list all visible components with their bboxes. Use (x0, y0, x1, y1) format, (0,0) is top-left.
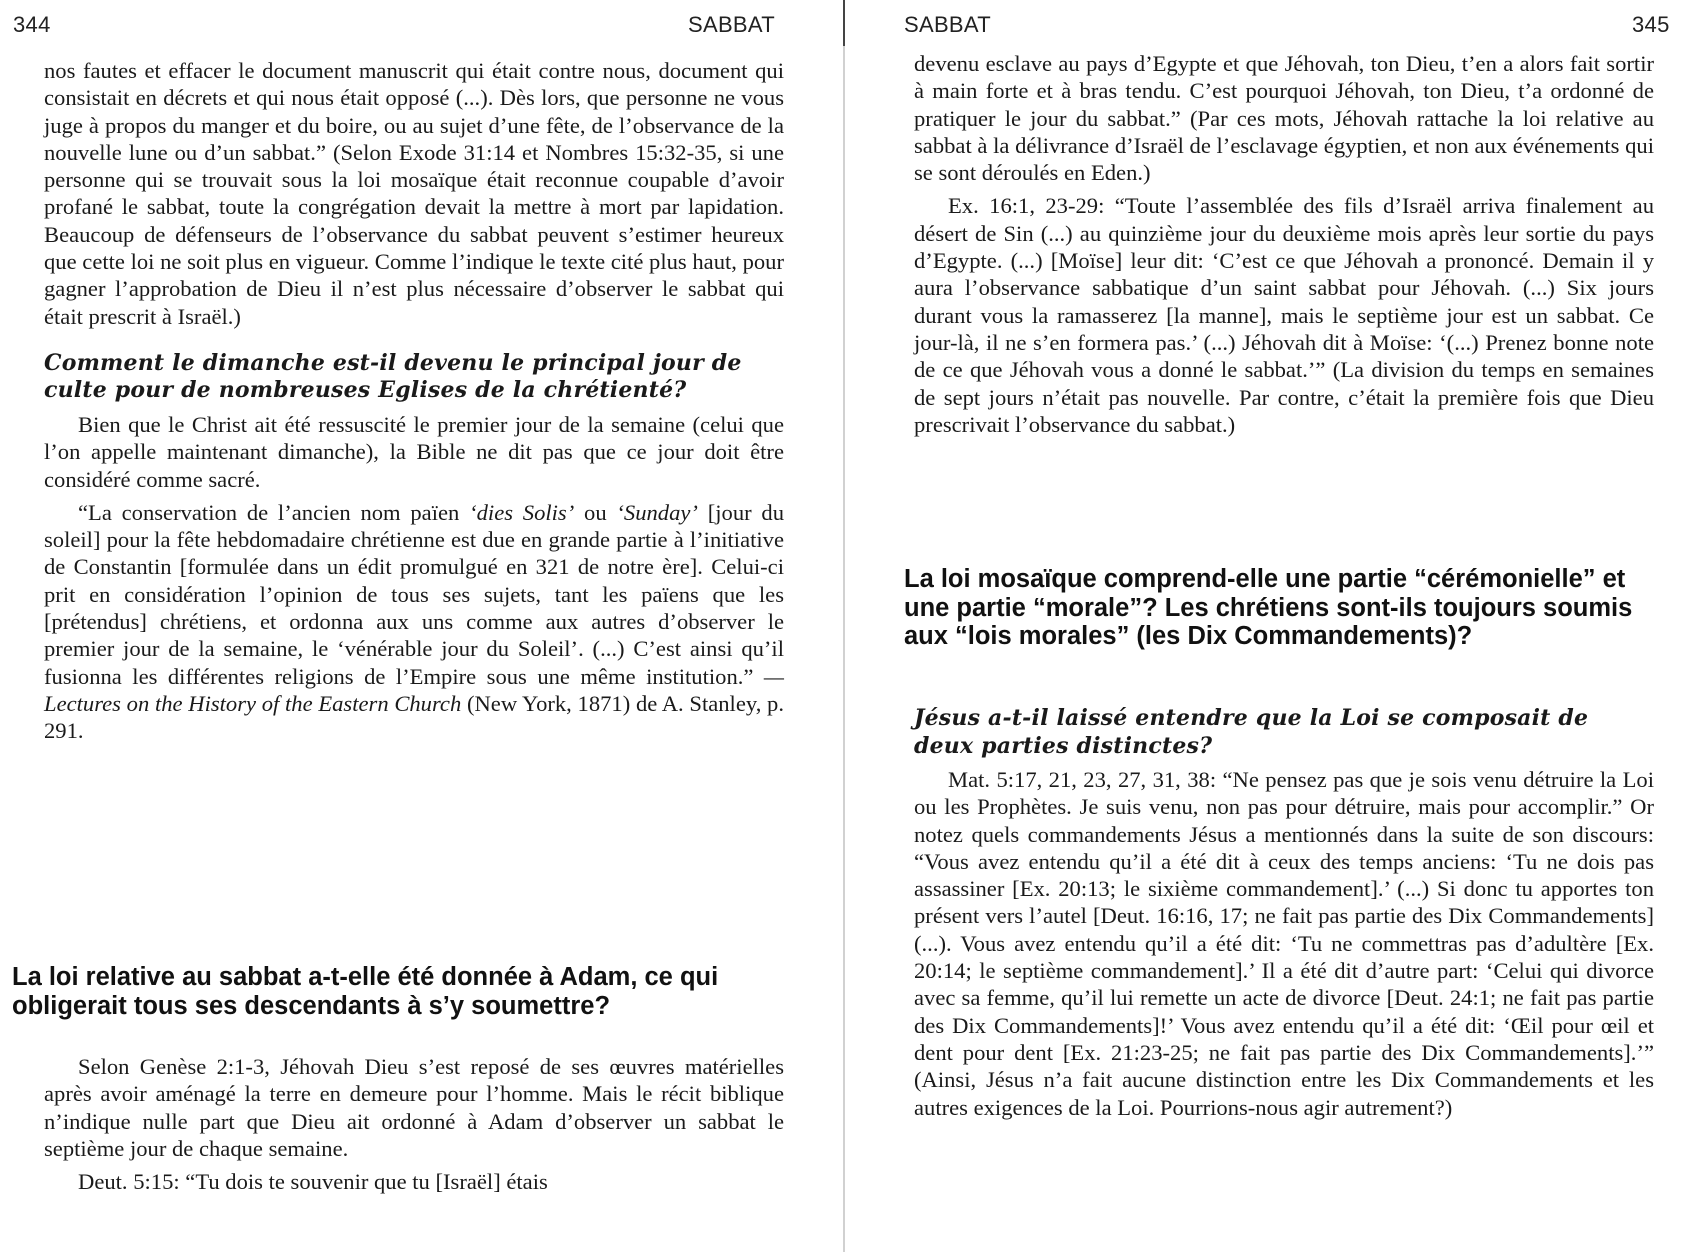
right-column-top (914, 50, 1654, 438)
quote-source-rest: (New York, 1871) de A. Stanley, p. 291. (44, 690, 784, 744)
right-column-bottom (914, 705, 1654, 1121)
page-gutter (843, 0, 845, 1252)
paragraph-deut: Deut. 5:15: “Tu dois te souvenir que tu [Israël] étais (78, 1169, 548, 1195)
paragraph-quote (44, 499, 784, 745)
left-running-title: SABBAT (688, 12, 775, 37)
right-page (850, 0, 1698, 1252)
paragraph-matthew: Mat. 5:17, 21, 23, 27, 31, 38: “Ne pensez pas que je sois venu détruire la Loi ou les Prophètes. Je suis venu, non pas pour détruire, mais pour accomplir.” Or notez quels commandements Jésus a mentionnés dans la suite de son discours: “Vous avez entendu qu’il a été dit à ceux des temps anciens: ‘Tu ne dois pas assassiner [Ex. 20:13; le sixième commandement].’ (...) Si donc tu apportes ton présent vers l’autel [Deut. 16:16, 17; ne fait pas partie des Dix Commandements] (...). Vous avez entendu qu’il a été dit: ‘Tu ne commettras pas d’adultère [Ex. 20:14; le septième commandement].’ Il a été dit d’autre part: ‘Celui qui divorce avec sa femme, qu’il lui remette un acte de divorce [Deut. 24:1; ne fait pas partie des Dix Commandements]!’ Vous avez entendu qu’il a été dit: ‘Œil pour œil et dent pour dent [Ex. 21:23-25; ne fait pas partie des Dix Commandements].’” (Ainsi, Jésus n’a fait aucune distinction entre les Dix Commandements et les autres exigences de la Loi. Pourrions-nous agir autrement?) (914, 767, 1654, 1120)
left-column-top (44, 57, 784, 745)
main-question-mosaic-law: La loi mosaïque comprend-elle une partie “cérémonielle” et une partie “morale”? Les chrétiens sont-ils toujours soumis aux “lois morales” (les Dix Commandements)? (904, 565, 1633, 650)
left-page (0, 0, 840, 1252)
right-running-title: SABBAT (904, 12, 991, 37)
quote-sunday: ‘Sunday’ (616, 499, 698, 525)
left-page-number: 344 (13, 12, 51, 37)
subquestion-jesus: Jésus a-t-il laissé entendre que la Loi se composait de deux parties distinctes? (914, 705, 1589, 759)
quote-dies-solis: ‘dies Solis’ (469, 499, 575, 525)
paragraph-continuation-right: devenu esclave au pays d’Egypte et que Jéhovah, ton Dieu, t’en a alors fait sortir à main forte et à bras tendu. C’est pourquoi Jéhovah, ton Dieu, t’a ordonné de pratiquer le jour du sabbat.” (Par ces mots, Jéhovah rattache la loi relative au sabbat à la délivrance d’Israël de l’esclavage égyptien, et non aux événements qui se sont déroulés en Eden.) (914, 51, 1654, 186)
paragraph-exodus: Ex. 16:1, 23-29: “Toute l’assemblée des fils d’Israël arriva finalement au désert de Sin (...) au quinzième jour du deuxième mois après leur sortie du pays d’Egypte. (...) [Moïse] leur dit: ‘C’est ce que Jéhovah a prononcé. Demain il y aura l’observance sabbatique d’un saint sabbat pour Jéhovah. (...) Six jours durant vous la ramasserez [la manne], mais le septième jour est un sabbat. Ce jour-là, il ne s’en formera pas.’ (...) Jéhovah dit à Moïse: ‘(...) Prenez bonne note de ce que Jéhovah vous a donné le sabbat.’” (La division du temps en semaines de sept jours n’était pas nouvelle. Par contre, c’était la première fois que Dieu prescrivait l’observance du sabbat.) (914, 193, 1654, 437)
quote-part3: [jour du soleil] pour la fête hebdomadaire chrétienne est due en grande partie à l’initiative de Constantin [formulée dans un édit promulgué en 321 de notre ère]. Celui-ci prit en considération l’opinion de tous ses sujets, tant les païens que les [prétendus] chrétiens, et ordonna aux uns comme aux autres d’observer le premier jour de la semaine, le ‘vénérable jour du Soleil’. (...) C’est ainsi qu’il fusionna les différentes religions de l’Empire sous une même institution.” (44, 499, 785, 689)
quote-source-title: — Lectures on the History of the Eastern Church (44, 663, 784, 716)
paragraph-continuation: nos fautes et effacer le document manuscrit qui était contre nous, document qui consistait en décrets et qui nous était opposé (...). Dès lors, que personne ne vous juge à propos du manger et du boire, ou au sujet d’une fête, de l’observance de la nouvelle lune ou d’un sabbat.” (Selon Exode 31:14 et Nombres 15:32-35, si une personne qui se trouvait sous la loi mosaïque était reconnue coupable d’avoir profané le sabbat, toute la congrégation devait la mettre à mort par lapidation. Beaucoup de défenseurs de l’observance du sabbat peuvent s’estimer heureux que cette loi ne soit plus en vigueur. Comme l’indique le texte cité plus haut, pour gagner l’approbation de Dieu il n’est plus nécessaire d’observer le sabbat qui était prescrit à Israël.) (44, 58, 784, 329)
quote-part1: “La conservation de l’ancien nom païen (78, 499, 470, 525)
right-page-number: 345 (1632, 12, 1670, 37)
left-column-bottom (44, 1053, 784, 1195)
quote-part2: ou (574, 499, 617, 525)
subquestion-sunday: Comment le dimanche est-il devenu le principal jour de culte pour de nombreuses Eglises de la chrétienté? (44, 349, 742, 404)
paragraph-resurrection: Bien que le Christ ait été ressuscité le premier jour de la semaine (celui que l’on appelle maintenant dimanche), la Bible ne dit pas que ce jour doit être considéré comme sacré. (44, 411, 784, 492)
paragraph-genesis: Selon Genèse 2:1-3, Jéhovah Dieu s’est reposé de ses œuvres matérielles après avoir aménagé la terre en demeure pour l’homme. Mais le récit biblique n’indique nulle part que Dieu ait ordonné à Adam d’observer un sabbat le septième jour de chaque semaine. (44, 1054, 784, 1161)
main-question-adam: La loi relative au sabbat a-t-elle été donnée à Adam, ce qui obligerait tous ses descendants à s’y soumettre? (12, 963, 719, 1020)
